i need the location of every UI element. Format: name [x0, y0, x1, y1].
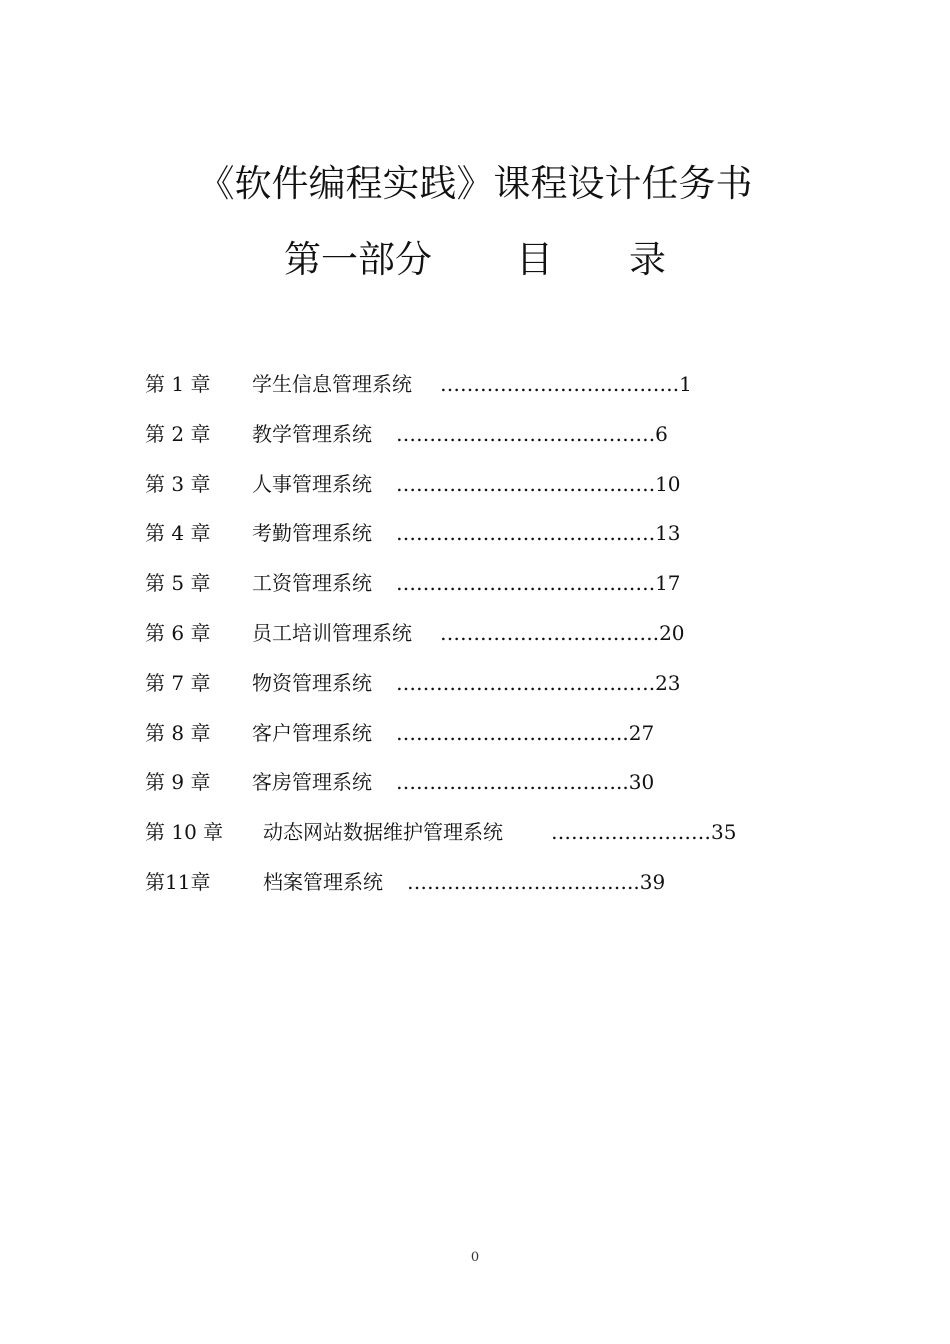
- toc-chapter-label: 第 1 章: [145, 372, 211, 396]
- toc-page-number: 17: [655, 571, 681, 596]
- toc-page-number: 30: [628, 770, 655, 795]
- toc-leader-dots: ………………………..……….: [396, 421, 656, 446]
- toc-entry[interactable]: [145, 615, 775, 665]
- toc-entry[interactable]: [145, 416, 775, 466]
- toc-chapter-label: 第 2 章: [145, 421, 211, 446]
- toc-leader-dots: ……………………………..: [407, 869, 640, 894]
- toc-page-number: 10: [655, 471, 681, 496]
- toc-leader-dots: ……………………………..….: [396, 471, 656, 496]
- toc-entry[interactable]: [145, 565, 775, 615]
- toc-leader-dots: ……………………..…….: [440, 620, 660, 645]
- toc-entry[interactable]: [145, 715, 775, 765]
- toc-entry[interactable]: [145, 366, 775, 416]
- toc-chapter-title: 员工培训管理系统: [252, 620, 412, 645]
- toc-entry[interactable]: [145, 665, 775, 715]
- toc-page-number: 23: [655, 670, 681, 695]
- toc-chapter-label: 第 9 章: [145, 770, 211, 795]
- toc-leader-dots: ……………………………..: [396, 720, 629, 745]
- toc-chapter-title: 学生信息管理系统: [252, 372, 412, 396]
- toc-leader-dots: ……………………..……….: [440, 372, 680, 396]
- toc-chapter-title: 工资管理系统: [252, 571, 372, 596]
- toc-list: [145, 366, 775, 914]
- toc-heading-lu: 录: [629, 238, 666, 281]
- toc-page-number: 6: [655, 421, 668, 446]
- toc-chapter-title: 客房管理系统: [252, 770, 372, 795]
- toc-chapter-title: 教学管理系统: [252, 421, 372, 446]
- toc-chapter-title: 客户管理系统: [252, 720, 372, 745]
- toc-leader-dots: ……………………: [551, 820, 711, 845]
- toc-chapter-title: 动态网站数据维护管理系统: [263, 820, 503, 845]
- toc-entry[interactable]: [145, 864, 775, 914]
- toc-chapter-title: 档案管理系统: [263, 869, 383, 894]
- toc-heading-mu: 目: [516, 238, 553, 281]
- toc-entry[interactable]: [145, 515, 775, 565]
- toc-chapter-label: 第 3 章: [145, 471, 211, 496]
- toc-chapter-label: 第 7 章: [145, 670, 211, 695]
- toc-heading: [0, 236, 950, 284]
- toc-page-number: 27: [628, 720, 655, 745]
- toc-page-number: 39: [639, 869, 666, 894]
- toc-leader-dots: ……………………………..….: [396, 571, 656, 596]
- toc-chapter-title: 人事管理系统: [252, 471, 372, 496]
- toc-leader-dots: ……………………………..….: [396, 521, 656, 546]
- toc-chapter-label: 第 10 章: [145, 820, 224, 845]
- toc-page-number: 1: [679, 372, 692, 396]
- toc-page-number: 20: [659, 620, 685, 645]
- toc-leader-dots: ……………………………..: [396, 770, 629, 795]
- toc-chapter-label: 第 4 章: [145, 521, 211, 546]
- toc-chapter-title: 考勤管理系统: [252, 521, 372, 546]
- page-number: 0: [470, 1250, 480, 1265]
- toc-leader-dots: ……………………………..….: [396, 670, 656, 695]
- toc-chapter-label: 第 8 章: [145, 720, 211, 745]
- toc-chapter-label: 第11章: [145, 869, 211, 894]
- document-title: 《软件编程实践》课程设计任务书: [197, 162, 753, 205]
- toc-entry[interactable]: [145, 466, 775, 516]
- toc-chapter-label: 第 6 章: [145, 620, 211, 645]
- toc-entry[interactable]: [145, 764, 775, 814]
- toc-chapter-title: 物资管理系统: [252, 670, 372, 695]
- toc-page-number: 35: [711, 820, 737, 845]
- toc-heading-part: 第一部分: [284, 238, 432, 281]
- toc-page-number: 13: [655, 521, 681, 546]
- toc-entry[interactable]: [145, 814, 775, 864]
- toc-chapter-label: 第 5 章: [145, 571, 211, 596]
